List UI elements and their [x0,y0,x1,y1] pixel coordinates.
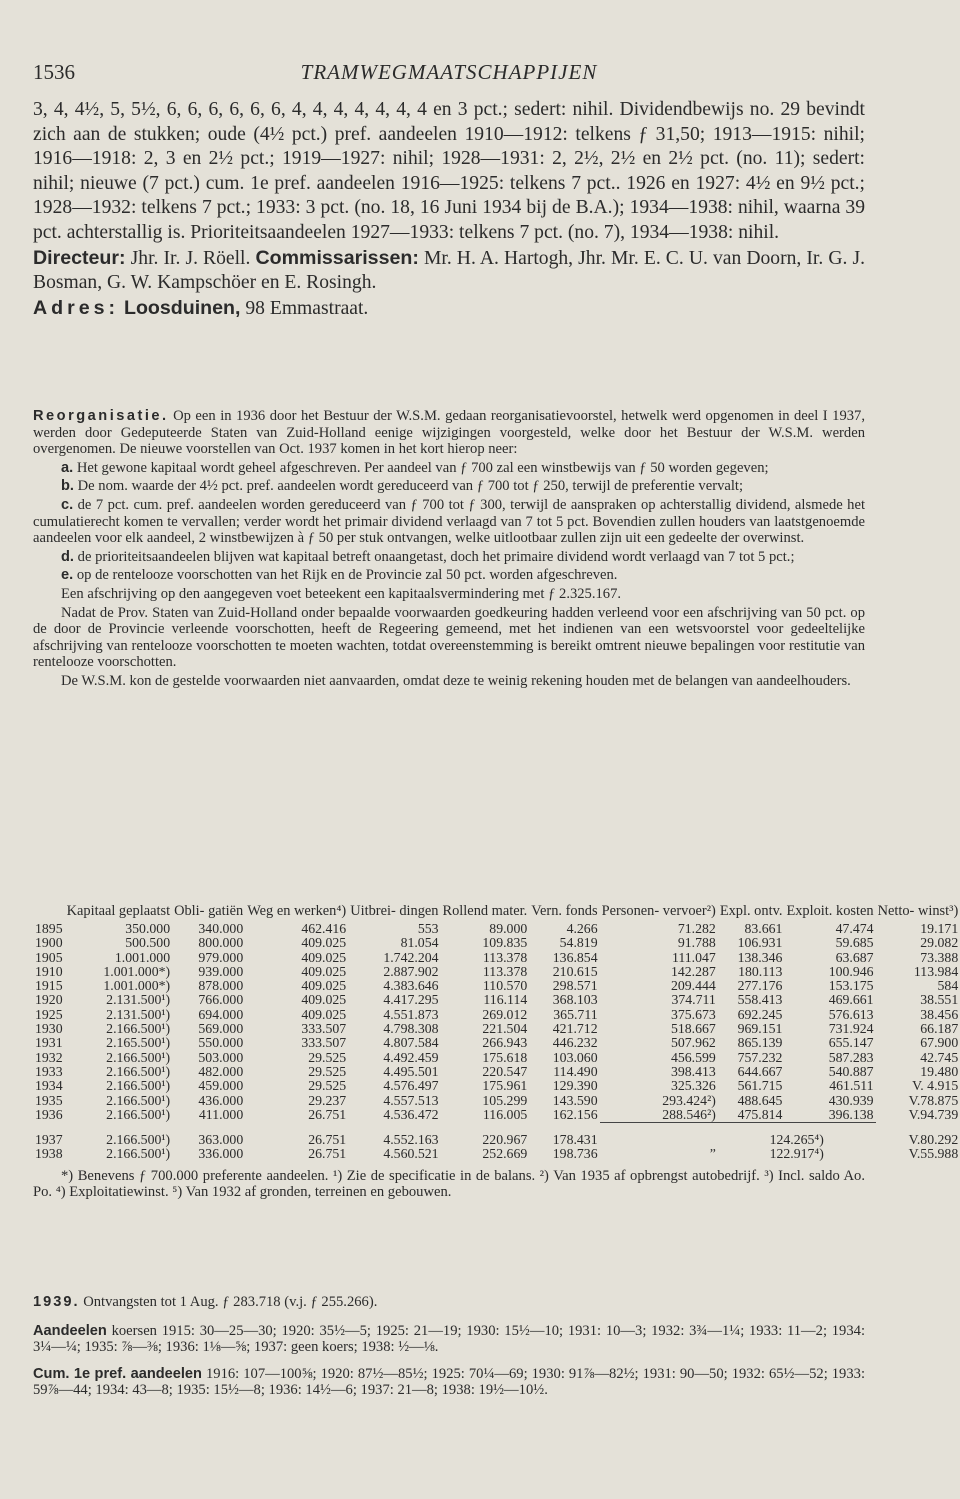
table-cell: 2.165.500¹) [106,1035,171,1051]
table-body-merged [33,1123,960,1162]
list-text: Het gewone kapitaal wordt geheel afgeschreven. Per aandeel van ƒ 700 zal een winstbewijs van ƒ 50 worden gegeven; [76,459,769,476]
table-cell: 220.967 [482,1131,528,1147]
table-cell: 4.417.295 [383,992,439,1008]
list-letter: b. [61,478,74,495]
share-prices [33,1323,865,1356]
table-cell: 73.388 [920,949,959,965]
table-cell: 122.917⁴) [769,1146,824,1162]
table-cell: 865.139 [737,1035,783,1051]
reorganisation-section [33,408,865,692]
table-cell: 2.166.500¹) [106,1131,171,1147]
list-text: op de rentelooze voorschotten van het Rijk en de Provincie zal 50 pct. worden afgeschreven. [76,567,618,584]
table-cell: 644.667 [737,1063,783,1079]
table-cell: 4.798.308 [383,1021,439,1037]
table-cell: 333.507 [301,1035,347,1051]
reorganisation-intro [33,408,865,458]
page-header [33,60,865,96]
table-cell: 409.025 [301,978,347,994]
table-cell: 266.943 [482,1035,528,1051]
commissarissen-label: Commissarissen: [255,246,419,269]
table-cell: 209.444 [670,978,716,994]
table-cell: 66.187 [920,1021,959,1037]
table-cell: 4.551.873 [383,1006,439,1022]
table-cell: 29.525 [308,1049,347,1065]
running-title: TRAMWEGMAATSCHAPPIJEN [300,60,598,84]
table-cell: 1937 [35,1131,63,1147]
table-cell: 363.000 [198,1131,244,1147]
column-header: Uitbrei- dingen [350,903,439,919]
table-cell: 129.390 [552,1078,598,1094]
address-line [33,296,865,322]
table-cell: 500.500 [125,935,171,951]
table-cell: 59.685 [835,935,874,951]
table-cell: 2.166.500¹) [106,1063,171,1079]
table-cell: 269.012 [482,1006,528,1022]
table-cell: 2.887.902 [383,963,439,979]
adres-street: 98 Emmastraat. [245,297,369,319]
table-cell: 411.000 [198,1107,244,1123]
table-cell: 162.156 [552,1107,598,1123]
column-header: Weg en werken⁴) [247,903,347,919]
table-cell: 1920 [35,992,63,1008]
table-cell: 1930 [35,1021,63,1037]
list-item [33,567,865,584]
table-cell: 1.001.000*) [103,978,171,994]
table-cell: 89.000 [489,921,528,936]
table-cell: 114.490 [553,1063,598,1079]
table-cell: 2.166.500¹) [106,1092,171,1108]
table-cell: 475.814 [718,1108,785,1123]
table-cell: 365.711 [553,1006,598,1022]
table-cell: 2.166.500¹) [106,1021,171,1037]
table-row [33,965,960,979]
reorganisation-paragraph: De W.S.M. kon de gestelde voorwaarden niet aanvaarden, omdat deze te weinig rekening houden met de belangen van aandeelhouders. [61,672,851,689]
table-body [33,922,960,1123]
table-cell [600,1123,718,1148]
directeur-label: Directeur: [33,246,126,269]
table-cell: 2.166.500¹) [106,1049,171,1065]
table-cell: 4.266 [566,921,598,936]
table-cell: 175.961 [482,1078,528,1094]
table-cell: 138.346 [737,949,783,965]
reorganisation-paragraph: Nadat de Prov. Staten van Zuid-Holland onder bepaalde voorwaarden goedkeuring hadden verleend voor een afschrijving van 50 pct. op de door de Provincie verleende voorschotten, heeft de Regeering gemeend, met het indienen van een wetsvoorstel voor gedeeltelijke afschrijving van rentelooze voorschotten te moeten wachten, totdat overeenstemming is bereikt omtrent nieuwe bepalingen voor restitutie van rentelooze voorschotten. [33,604,865,671]
table-cell: 409.025 [301,992,347,1008]
table-cell: 4.495.501 [383,1063,439,1079]
table-cell: 757.232 [737,1049,783,1065]
table-cell: 1935 [35,1092,63,1108]
table-cell: 2.131.500¹) [106,992,171,1008]
table-cell: 91.788 [677,935,716,951]
table-cell: 4.557.513 [383,1092,439,1108]
column-header: Obli- gatiën [174,903,244,919]
table-row [33,936,960,950]
table-cell: 54.819 [559,935,598,951]
table-cell: 430.939 [828,1092,874,1108]
list-item [33,460,865,477]
table-cell: 178.431 [552,1131,598,1147]
table-row [33,1123,960,1148]
table-cell: 109.835 [482,935,528,951]
table-row [33,979,960,993]
table-cell: 83.661 [744,921,783,936]
table-cell: 507.962 [670,1035,716,1051]
table-cell: 26.751 [308,1131,347,1147]
table-cell: 71.282 [677,921,716,936]
table-cell: 969.151 [737,1021,783,1037]
table-cell: 124.265⁴) [769,1132,824,1148]
table-cell: 4.492.459 [383,1049,439,1065]
table-cell: 694.000 [198,1006,244,1022]
table-cell: 175.618 [482,1049,528,1065]
aandeelen-text: koersen 1915: 30—25—30; 1920: 35½—5; 1925: 21—19; 1930: 15½—10; 1931: 10—3; 1932: 3¾—1¼; 1933: 11—2; 1934: 3¼—¼; 1935: ⅞—⅜; 1936: 1⅛—⅝; 1937: geen koers; 1938: ½—⅛. [33,1322,866,1356]
table-cell: 252.669 [482,1146,528,1162]
table-cell: 136.854 [552,949,598,965]
list-item [33,478,865,495]
list-text: de 7 pct. cum. pref. aandeelen worden gereduceerd van ƒ 700 tot ƒ 300, terwijl de aanspraken op achterstallig dividend, alsmede het cumulatierecht komen te vervallen; verder wordt het primair dividend verlaagd van 7 tot 5 pct. Bovendien zullen houders van laatstgenoemde aandeelen voor elk aandeel, 2 winstbewijzen à ƒ 50 per stuk ontvangen, welke uitlootbaar zullen zijn uit een gedeelte der overwinst. [33,496,865,547]
list-letter: a. [61,459,74,476]
company-summary [33,98,865,321]
adres-place: Loosduinen, [123,296,241,319]
financial-table [33,903,959,1201]
table-cell: 540.887 [828,1063,874,1079]
table-row [33,922,960,936]
column-header: Personen- vervoer²) [601,903,716,919]
table-cell: 63.687 [835,949,874,965]
table-cell: 47.474 [835,921,874,936]
table-row [33,1036,960,1050]
table-cell: 1933 [35,1063,63,1079]
table-cell: 325.326 [670,1078,716,1094]
table-cell: 550.000 [198,1035,244,1051]
table-cell: 398.413 [670,1063,716,1079]
table-cell: 1925 [35,1006,63,1022]
table-cell: 38.551 [920,992,959,1008]
table-cell: 116.114 [483,992,528,1008]
list-letter: d. [61,548,74,565]
table-cell: 113.378 [482,949,528,965]
table-cell: 731.924 [828,1021,874,1037]
table-cell: 459.000 [198,1078,244,1094]
table-row [33,1008,960,1022]
list-text: De nom. waarde der 4½ pct. pref. aandeelen wordt gereduceerd van ƒ 700 tot ƒ 250, terwijl de preferentie vervalt; [77,478,744,495]
table-cell: 293.424²) [662,1092,716,1108]
table-cell: 375.673 [670,1006,716,1022]
table-cell: 1934 [35,1078,63,1094]
table-cell: 153.175 [828,978,874,994]
column-header: Kapitaal geplaatst [66,903,171,919]
table-cell: V.78.875 [908,1092,959,1108]
table-cell: 446.232 [552,1035,598,1051]
table-row [33,1022,960,1036]
table-cell: 800.000 [198,935,244,951]
column-header: Netto- winst³) [877,903,959,919]
adres-label: Adres: [33,296,120,319]
cum-label: Cum. 1e pref. aandeelen [33,1365,202,1382]
table-cell: 1938 [35,1146,63,1162]
table-cell: 298.571 [552,978,598,994]
table-cell: 38.456 [920,1006,959,1022]
list-letter: c. [61,496,74,513]
table-cell: 19.171 [920,921,959,936]
table-cell: 221.504 [482,1021,528,1037]
receipts-line [33,1294,865,1311]
table-cell: 979.000 [198,949,244,965]
table-cell: 1900 [35,935,63,951]
table-cell: 587.283 [828,1049,874,1065]
table-cell: V.80.292 [908,1131,959,1147]
table-cell: 692.245 [737,1006,783,1022]
table-cell: 288.546²) [600,1108,718,1123]
dividend-paragraph: 3, 4, 4½, 5, 5½, 6, 6, 6, 6, 6, 6, 4, 4, 4, 4, 4, 4, 4 en 3 pct.; sedert: nihil. Dividendbewijs no. 29 bevindt zich aan de stukken; oude (4½ pct.) pref. aandeelen 1910—1912: telkens ƒ 31,50; 1913—1915: nihil; 1916—1918: 2, 3 en 2½ pct.; 1919—1927: nihil; 1928—1931: 2, 2½, 2½ en 2½ pct. (no. 11); sedert: nihil; nieuwe (7 pct.) cum. 1e pref. aandeelen 1916—1925: telkens 7 pct.. 1926 en 1927: 4½ en 9½ pct.; 1928—1932: telkens 7 pct.; 1933: 3 pct. (no. 18, 16 Juni 1934 bij de B.A.); 1934—1938: nihil, waarna 39 pct. achterstallig is. Prioriteitsaandeelen 1927—1933: telkens 7 pct. (no. 7), 1934—1938: nihil. [33,99,865,243]
table-cell: 110.570 [482,978,528,994]
table-cell: 569.000 [198,1021,244,1037]
table-cell: 19.480 [920,1063,959,1079]
table-cell: 584 [937,978,959,994]
table-cell: 456.599 [670,1049,716,1065]
table-footnote: *) Benevens ƒ 700.000 preferente aandeelen. ¹) Zie de specificatie in de balans. ²) Van 1935 af opbrengst autobedrijf. ³) Incl. saldo Ao. Po. ⁴) Exploitatiewinst. ⁵) Van 1932 af gronden, terreinen en gebouwen. [33,1167,865,1201]
table-cell: 409.025 [301,963,347,979]
reorganisation-label: Reorganisatie. [33,408,169,424]
table-cell: 518.667 [670,1021,716,1037]
table-cell: 29.082 [920,935,959,951]
table-cell: 4.576.497 [383,1078,439,1094]
year-label: 1939. [33,1294,80,1310]
table-cell: 1.742.204 [383,949,439,965]
table-row [33,951,960,965]
table-cell: 113.984 [913,963,959,979]
table-cell: 4.560.521 [383,1146,439,1162]
column-header: Vern. fonds [531,903,598,919]
table-cell: 503.000 [198,1049,244,1065]
list-item [33,497,865,547]
table-cell: 1.001.000*) [103,963,171,979]
table-cell: 561.715 [737,1078,783,1094]
table-cell: 1905 [35,949,63,965]
table-cell: 67.900 [920,1035,959,1051]
column-header: Rollend mater. [442,903,528,919]
table-cell: 210.615 [552,963,598,979]
table-cell: 436.000 [198,1092,244,1108]
table-cell: 333.507 [301,1021,347,1037]
table-cell: V. 4.915 [912,1078,959,1094]
table-cell: 482.000 [198,1063,244,1079]
table-row [33,993,960,1007]
pref-share-prices [33,1366,865,1399]
column-header: Exploit. kosten [786,903,874,919]
column-header [33,903,65,922]
table-cell: 26.751 [308,1146,347,1162]
table-cell: 220.547 [482,1063,528,1079]
reorganisation-intro-text: Op een in 1936 door het Bestuur der W.S.M. gedaan reorganisatievoorstel, hetwelk werd opgenomen in deel I 1937, werden door Gedeputeerde Staten van Zuid-Holland eenige wijzigingen voorgesteld, welke door het Bestuur der W.S.M. werden overgenomen. De nieuwe voorstellen van Oct. 1937 komen in het kort hierop neer: [33,408,865,458]
table-row [33,1051,960,1065]
table-cell: 26.751 [308,1107,347,1123]
table-cell: 4.536.472 [383,1107,439,1123]
table-cell: 350.000 [125,921,171,936]
table-cell: 469.661 [828,992,874,1008]
table-cell: 4.552.163 [383,1131,439,1147]
page-number: 1536 [33,60,75,84]
table-cell: 29.525 [308,1063,347,1079]
table-cell: 29.237 [308,1092,347,1108]
table-cell: 336.000 [198,1146,244,1162]
table-cell: 374.711 [671,992,716,1008]
table-cell: 1915 [35,978,63,994]
table-row [33,1147,960,1161]
table-cell: 116.005 [482,1107,528,1123]
table-cell: 29.525 [308,1078,347,1094]
table-cell: 111.047 [671,949,716,965]
table-cell: 1.001.000 [114,949,171,965]
directeur-text: Jhr. Ir. J. Röell. [130,247,251,269]
list-letter: e. [61,567,74,584]
table-cell: 655.147 [828,1035,874,1051]
table-cell: 4.807.584 [383,1035,439,1051]
table-cell: 409.025 [301,1006,347,1022]
table-cell: V.94.739 [908,1107,959,1123]
table-cell: ” [709,1146,716,1162]
table-cell: 462.416 [301,921,347,936]
table-cell: 1895 [35,921,63,936]
table-cell: 1932 [35,1049,63,1065]
reorganisation-paragraph: Een afschrijving op den aangegeven voet beteekent een kapitaalsvermindering met ƒ 2.325.167. [61,585,622,602]
table-cell: 113.378 [482,963,528,979]
table-cell: 553 [417,921,439,936]
table-cell: 106.931 [737,935,783,951]
table-cell: 1910 [35,963,63,979]
table-cell: 576.613 [828,1006,874,1022]
table-cell: 105.299 [482,1092,528,1108]
table-cell: 277.176 [737,978,783,994]
table-cell: 1931 [35,1035,63,1051]
table-cell: 4.383.646 [383,978,439,994]
year-text: Ontvangsten tot 1 Aug. ƒ 283.718 (v.j. ƒ 255.266). [83,1294,378,1310]
table-cell: 42.745 [920,1049,959,1065]
table-cell: 1936 [35,1107,63,1123]
cum-text: 1916: 107—100⅝; 1920: 87½—85½; 1925: 70¼—69; 1930: 91⅞—82½; 1931: 90—50; 1932: 65½—52; 1933: 59⅞—44; 1934: 43—8; 1935: 15½—8; 1936: 14½—6; 1937: 21—8; 1938: 19½—10½. [33,1365,865,1399]
table-cell: 2.166.500¹) [106,1107,171,1123]
aandeelen-label: Aandeelen [33,1322,107,1339]
table-cell: 180.113 [738,963,783,979]
table-cell: 766.000 [198,992,244,1008]
market-section [33,1247,865,1399]
table-cell: 409.025 [301,949,347,965]
table-cell: 558.413 [737,992,783,1008]
table-cell: V.55.988 [908,1146,959,1162]
table-cell: 100.946 [828,963,874,979]
table-row [33,1094,960,1108]
table-cell: 368.103 [552,992,598,1008]
table-row [33,1065,960,1079]
table-cell: 340.000 [198,921,244,936]
table-cell: 461.511 [829,1078,874,1094]
list-item [33,549,865,566]
table-cell: 2.131.500¹) [106,1006,171,1022]
table-row [33,1079,960,1093]
table-cell: 488.645 [737,1092,783,1108]
column-header: Expl. ontv. [719,903,783,919]
list-text: de prioriteitsaandeelen blijven wat kapitaal betreft onaangetast, doch het primaire dividend wordt verlaagd van 7 tot 5 pct.; [77,548,795,565]
commissarissen-text: Mr. H. A. Hartogh, Jhr. Mr. E. C. U. van Doorn, Ir. G. J. Bosman, G. W. Kampschöer en E. Rosingh. [33,247,866,294]
table-cell: 198.736 [552,1146,598,1162]
table-cell: 81.054 [400,935,439,951]
table-row [33,1108,960,1123]
table-cell: 939.000 [198,963,244,979]
table-cell: 878.000 [198,978,244,994]
table-cell: 421.712 [552,1021,598,1037]
table-cell: 2.166.500¹) [106,1078,171,1094]
table-cell: 103.060 [552,1049,598,1065]
table-cell: 143.590 [552,1092,598,1108]
table-cell: 142.287 [670,963,716,979]
table-header-row [33,903,960,922]
management-paragraph [33,246,865,296]
table-cell: 409.025 [301,935,347,951]
table-cell: 396.138 [784,1108,875,1123]
table-cell: 2.166.500¹) [106,1146,171,1162]
